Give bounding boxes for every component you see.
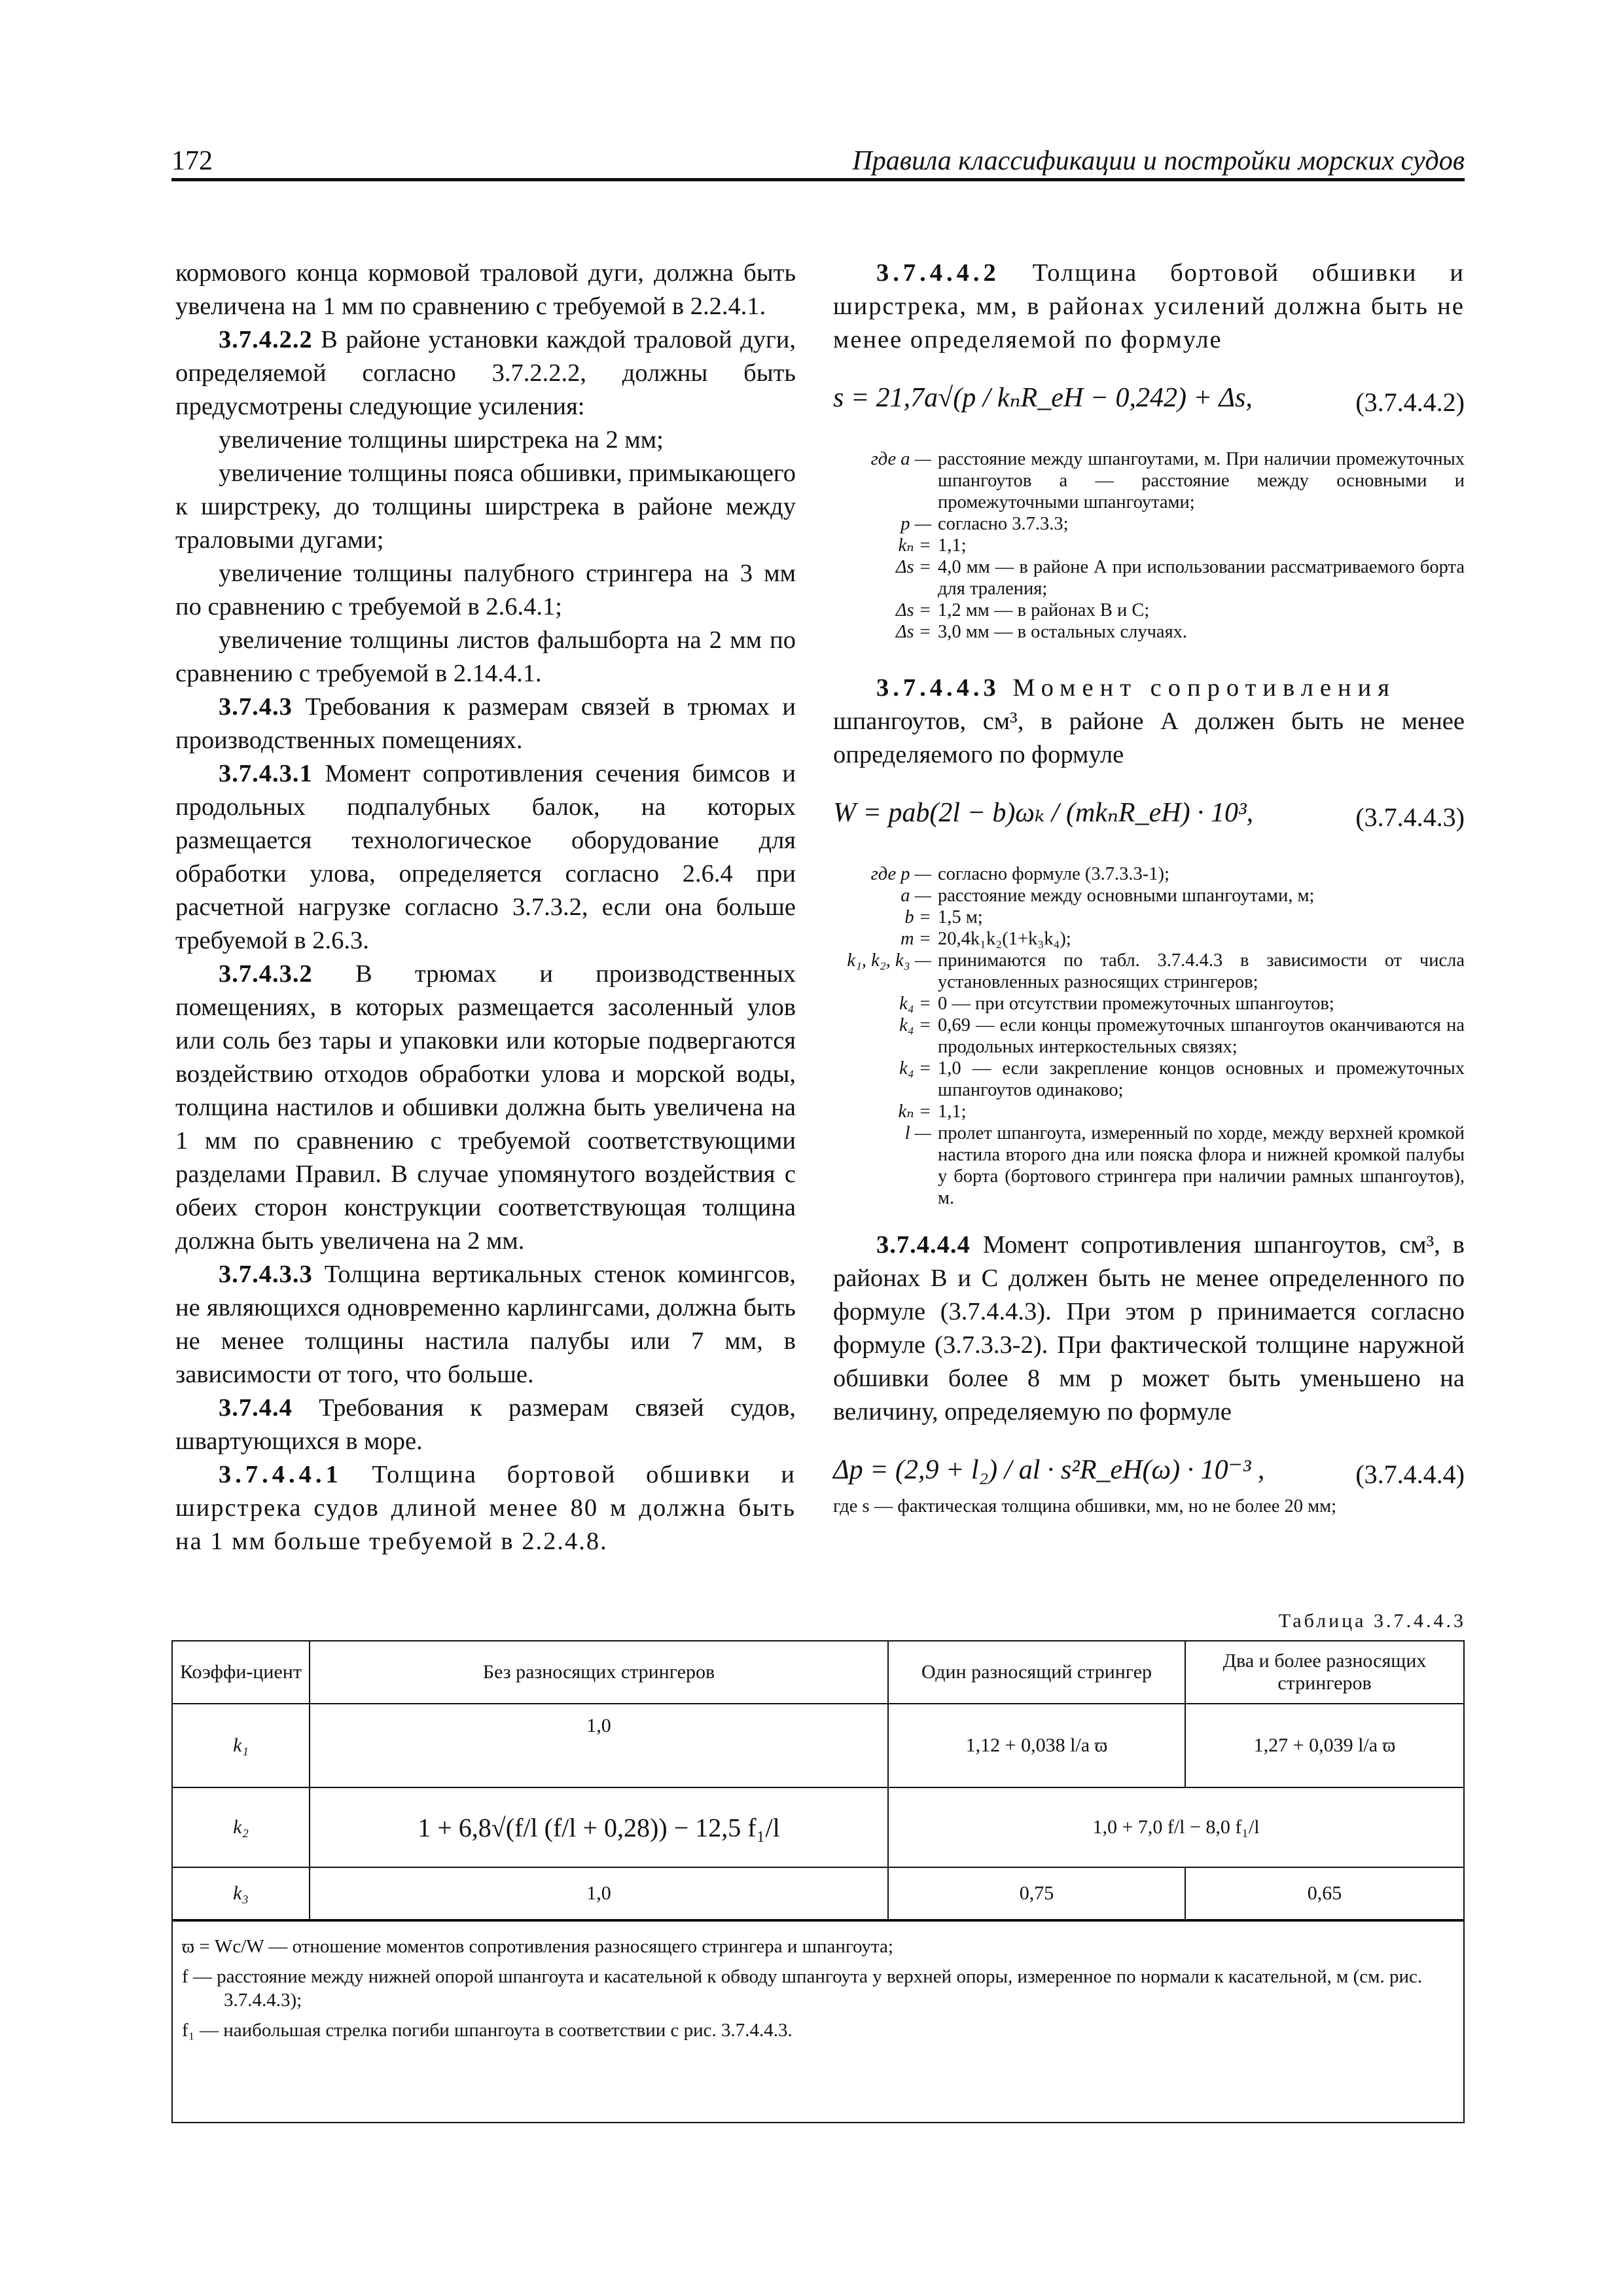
table-cell: 1,0 bbox=[310, 1867, 888, 1920]
table-caption: Таблица 3.7.4.4.3 bbox=[1278, 1610, 1466, 1632]
legend-row: где p — согласно формуле (3.7.3.3-1); bbox=[870, 864, 1169, 884]
paragraph: 3.7.4.3.3 Толщина вертикальных стенок комингсов, не являющихся одновременно карлингсами, должна быть не менее толщины настила палубы или 7 мм, в зависимости от того, что больше. bbox=[175, 1261, 796, 1388]
paragraph: кормового конца кормовой траловой дуги, должна быть увеличена на 1 мм по сравнению с требуемой в 2.2.4.1. bbox=[175, 259, 796, 320]
paragraph: 3.7.4.4.2 Толщина бортовой обшивки и ширстрека, мм, в районах усилений должна быть не менее определяемой по формуле bbox=[833, 259, 1465, 353]
paragraph: 3.7.4.3 Требования к размерам связей в трюмах и производственных помещениях. bbox=[175, 693, 796, 754]
formula-3.7.4.4.4: Δp = (2,9 + l₂) / al · s²R_eH(ω) · 10⁻³ , (3.7.4.4.4) bbox=[833, 1455, 1465, 1489]
paragraph: увеличение толщины палубного стрингера на 3 мм по сравнению с требуемой в 2.6.4.1; bbox=[175, 560, 796, 620]
legend-row: p — согласно 3.7.3.3; bbox=[901, 514, 1069, 534]
paragraph: увеличение толщины ширстрека на 2 мм; bbox=[219, 426, 664, 454]
legend-row: где a — расстояние между шпангоутами, м. При наличии промежуточных шпангоутов a — расстояние между основными и промежуточными шпангоутами; bbox=[870, 449, 1465, 512]
legend-row: k₄ = 1,0 — если закрепление концов основных и промежуточных шпангоутов одинаково; bbox=[899, 1058, 1465, 1100]
running-title: Правила классификации и постройки морских судов bbox=[852, 146, 1465, 176]
right-column bbox=[833, 257, 1465, 1517]
table-header-row bbox=[172, 1641, 1464, 1704]
legend-row: k₁, k₂, k₃ — принимаются по табл. 3.7.4.4.3 в зависимости от числа установленных разносящих стрингеров; bbox=[847, 950, 1465, 992]
table-cell: k₃ bbox=[172, 1867, 310, 1920]
table-row bbox=[172, 1867, 1464, 1920]
legend-row: kₙ = 1,1; bbox=[898, 535, 967, 556]
formula-3.7.4.4.3: W = pab(2l − b)ωₖ / (mkₙR_eH) · 10³, (3.7.4.4.3) bbox=[833, 798, 1465, 832]
paragraph: увеличение толщины листов фальшборта на 2 мм по сравнению с требуемой в 2.14.4.1. bbox=[175, 626, 796, 687]
page-number: 172 bbox=[171, 146, 213, 176]
paragraph: 3.7.4.4.1 Толщина бортовой обшивки и ширстрека судов длиной менее 80 м должна быть на 1 мм больше требуемой в 2.2.4.8. bbox=[175, 1461, 796, 1555]
table-row bbox=[172, 1787, 1464, 1867]
table-notes bbox=[171, 1920, 1465, 2123]
header-rule bbox=[171, 178, 1465, 181]
formula-legend bbox=[833, 448, 1465, 643]
table-header-cell: Без разносящих стрингеров bbox=[310, 1641, 888, 1704]
formula-legend: где s — фактическая толщина обшивки, мм, но не более 20 мм; bbox=[833, 1496, 1337, 1516]
table-cell: 0,65 bbox=[1185, 1867, 1464, 1920]
formula-3.7.4.4.2: s = 21,7a√(p / kₙR_eH − 0,242) + Δs, (3.7.4.4.2) bbox=[833, 383, 1465, 417]
legend-row: Δs = 4,0 мм — в районе А при использовании рассматриваемого борта для траления; bbox=[895, 557, 1465, 599]
legend-row: k₄ = 0 — при отсутствии промежуточных шпангоутов; bbox=[899, 994, 1334, 1014]
paragraph: 3.7.4.2.2 В районе установки каждой траловой дуги, определяемой согласно 3.7.2.2.2, должны быть предусмотрены следующие усиления: bbox=[175, 326, 796, 420]
legend-row: a — расстояние между основными шпангоутами, м; bbox=[901, 886, 1315, 906]
table-header-cell: Коэффи-циент bbox=[172, 1641, 310, 1704]
formula-legend bbox=[833, 863, 1465, 1209]
table-note: ϖ = Wc/W — отношение моментов сопротивления разносящего стрингера и шпангоута; bbox=[182, 1936, 893, 1957]
legend-row: m = 20,4k₁k₂(1+k₃k₄); bbox=[901, 929, 1071, 949]
table-row bbox=[172, 1704, 1464, 1787]
paragraph: 3.7.4.3.1 Момент сопротивления сечения бимсов и продольных подпалубных балок, на которых размещается технологическое оборудование для обработки улова, определяется согласно 2.6.4 при расчетной нагрузке согласно 3.7.3.2, если она больше требуемой в 2.6.3. bbox=[175, 760, 796, 954]
legend-row: kₙ = 1,1; bbox=[898, 1102, 967, 1122]
table-note: f₁ — наибольшая стрелка погиби шпангоута в соответствии с рис. 3.7.4.4.3. bbox=[182, 2020, 793, 2041]
paragraph: 3.7.4.4.4 Момент сопротивления шпангоутов, см³, в районах В и С должен быть не менее определенного по формуле (3.7.4.4.3). При этом p принимается согласно формуле (3.7.3.3-2). При фактической толщине наружной обшивки более 8 мм p может быть уменьшено на величину, определяемую по формуле bbox=[833, 1231, 1465, 1426]
table-cell: 1,0 bbox=[310, 1704, 888, 1787]
table-header-cell: Два и более разносящих стрингеров bbox=[1185, 1641, 1464, 1704]
left-column bbox=[175, 257, 796, 1558]
table-cell: 1,12 + 0,038 l/a ϖ bbox=[888, 1704, 1185, 1787]
table-note: f — расстояние между нижней опорой шпангоута и касательной к обводу шпангоута у верхней опоры, измеренное по нормали к касательной, м (см. рис. 3.7.4.4.3); bbox=[182, 1966, 1423, 2011]
table-header-cell: Один разносящий стрингер bbox=[888, 1641, 1185, 1704]
paragraph: 3.7.4.4 Требования к размерам связей судов, швартующихся в море. bbox=[175, 1394, 796, 1455]
paragraph: увеличение толщины пояса обшивки, примыкающего к ширстреку, до толщины ширстрека в районе между траловыми дугами; bbox=[175, 459, 796, 554]
legend-row: Δs = 3,0 мм — в остальных случаях. bbox=[895, 622, 1188, 642]
legend-row: b = 1,5 м; bbox=[904, 907, 983, 927]
legend-row: Δs = 1,2 мм — в районах В и С; bbox=[895, 600, 1150, 620]
paragraph: 3.7.4.4.3 Момент сопротивления шпангоутов, см³, в районе А должен быть не менее определяемого по формуле bbox=[833, 674, 1465, 768]
table-cell: 0,75 bbox=[888, 1867, 1185, 1920]
legend-row: l — пролет шпангоута, измеренный по хорде, между верхней кромкой настила второго дна или пояска флора и нижней кромкой палубы у борта (бортового стрингера при наличии рамных шпангоутов), м. bbox=[904, 1123, 1465, 1208]
coefficients-table bbox=[171, 1640, 1465, 1920]
table-cell: 1 + 6,8√(f/l (f/l + 0,28)) − 12,5 f₁/l bbox=[310, 1787, 888, 1867]
paragraph: 3.7.4.3.2 В трюмах и производственных помещениях, в которых размещается засоленный улов или соль без тары и упаковки или которые подвергаются воздействию отходов обработки улова и морской воды, толщина настилов и обшивки должна быть увеличена на 1 мм по сравнению с требуемой соответствующими разделами Правил. В случае упомянутого воздействия с обеих сторон конструкции соответствующая толщина должна быть увеличена на 2 мм. bbox=[175, 960, 796, 1255]
table-cell: 1,0 + 7,0 f/l − 8,0 f₁/l bbox=[888, 1787, 1464, 1867]
legend-row: k₄ = 0,69 — если концы промежуточных шпангоутов оканчиваются на продольных интеркостельных связях; bbox=[899, 1015, 1465, 1057]
table-cell: k₂ bbox=[172, 1787, 310, 1867]
table-cell: k₁ bbox=[172, 1704, 310, 1787]
table-cell: 1,27 + 0,039 l/a ϖ bbox=[1185, 1704, 1464, 1787]
